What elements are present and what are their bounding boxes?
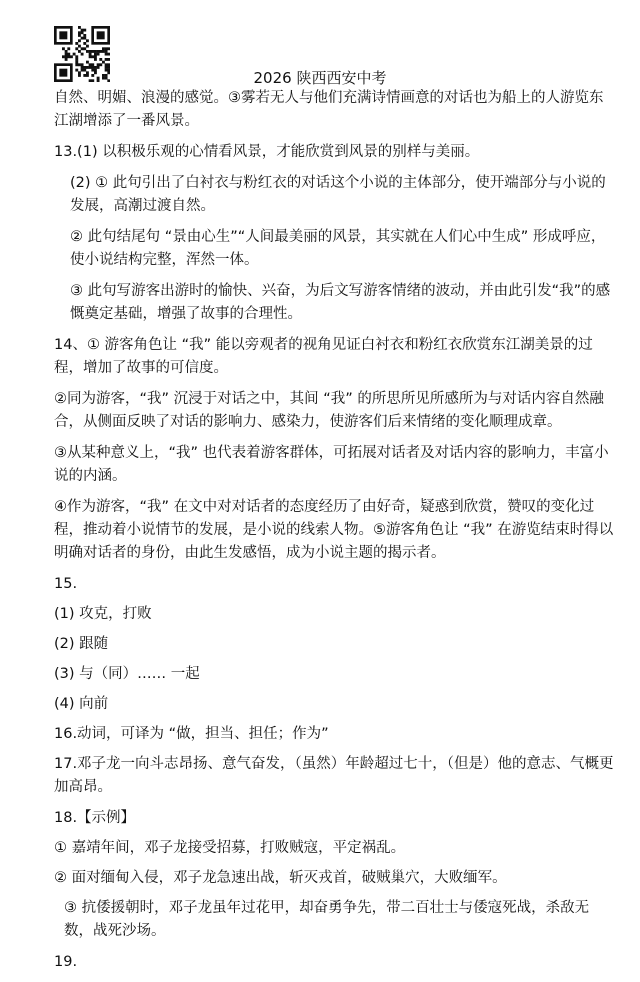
paragraph: ① 嘉靖年间，邓子龙接受招募，打败贼寇，平定祸乱。: [54, 840, 406, 856]
page-title: 2026 陕西西安中考: [253, 69, 387, 87]
paragraph: ③从某种意义上，“我” 也代表着游客群体，可拓展对话者及对话内容的影响力，丰富小说的内涵。: [54, 445, 609, 484]
paragraph: (2) ① 此句引出了白衬衣与粉红衣的对话这个小说的主体部分，使开端部分与小说的发展，高潮过渡自然。: [70, 175, 606, 214]
paragraph: 自然、明媚、浪漫的感觉。③雾若无人与他们充满诗情画意的对话也为船上的人游览东江湖增添了一番风景。: [54, 90, 604, 129]
paragraph: ③ 此句写游客出游时的愉快、兴奋，为后文写游客情绪的波动，并由此引发“我”的感慨奠定基础，增强了故事的合理性。: [70, 283, 611, 322]
paragraph: ③ 抗倭援朝时，邓子龙虽年过花甲，却奋勇争先，带二百壮士与倭寇死战，杀敌无数，战死沙场。: [64, 900, 590, 939]
paragraph: (2) 跟随: [54, 636, 109, 652]
paragraph: 14、① 游客角色让 “我” 能以旁观者的视角见证白衬衣和粉红衣欣赏东江湖美景的过程，增加了故事的可信度。: [54, 337, 593, 376]
paragraph: 13.(1) 以积极乐观的心情看风景，才能欣赏到风景的别样与美丽。: [54, 144, 480, 160]
paragraph: (3) 与（同）…… 一起: [54, 666, 200, 682]
page-header: [0, 69, 640, 87]
paragraph: ② 面对缅甸入侵，邓子龙急速出战，斩灭戎首，破贼巢穴，大败缅军。: [54, 870, 507, 886]
paragraph: 16.动词，可译为 “做，担当、担任；作为”: [54, 726, 329, 742]
paragraph: ④作为游客，“我” 在文中对对话者的态度经历了由好奇，疑惑到欣赏，赞叹的变化过程，推动着小说情节的发展，是小说的线索人物。⑤游客角色让 “我” 在游览结束时得以明确对话者的身份，由此生发感悟，成为小说主题的揭示者。: [54, 499, 614, 561]
paragraph: 18.【示例】: [54, 810, 136, 826]
paragraph: (4) 向前: [54, 696, 109, 712]
paragraph: ② 此句结尾句 “景由心生”“人间最美丽的风景，其实就在人们心中生成” 形成呼应，使小说结构完整，浑然一体。: [70, 229, 606, 268]
document-body: [54, 87, 614, 982]
paragraph: 19.: [54, 954, 78, 970]
paragraph: ②同为游客，“我” 沉浸于对话之中，其间 “我” 的所思所见所感所为与对话内容自然融合，从侧面反映了对话的影响力、感染力，使游客们后来情绪的变化顺理成章。: [54, 391, 604, 430]
paragraph: 17.邓子龙一向斗志昂扬、意气奋发，（虽然）年龄超过七十，（但是）他的意志、气概更加高昂。: [54, 756, 614, 795]
paragraph: (1) 攻克，打败: [54, 606, 152, 622]
paragraph: 15.: [54, 576, 78, 592]
